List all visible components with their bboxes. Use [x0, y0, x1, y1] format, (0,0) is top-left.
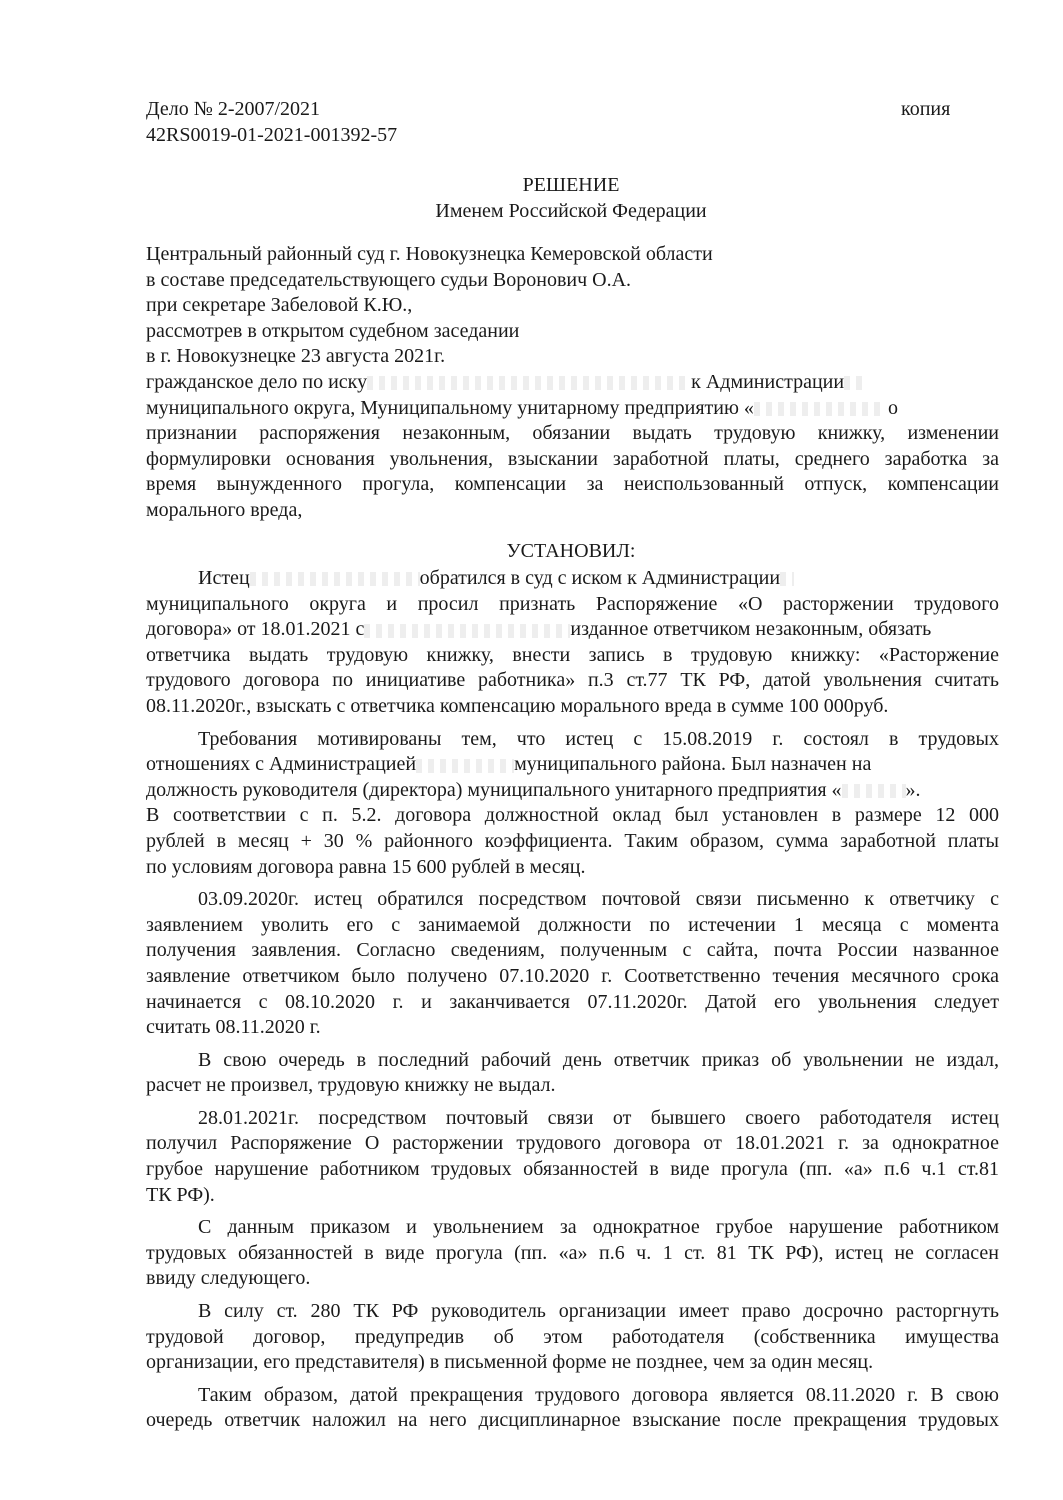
intro-block — [146, 242, 999, 524]
redacted-name — [842, 784, 906, 798]
paragraph-line: 28.01.2021г. посредством почтовый связи от бывшего своего работодателя истец — [198, 1106, 999, 1129]
intro-line-plaintiff — [146, 370, 999, 396]
case-id: 42RS0019-01-2021-001392-57 — [146, 124, 398, 146]
paragraph-line: Требования мотивированы тем, что истец с 15.08.2019 г. состоял в трудовых — [198, 727, 999, 750]
paragraph-line — [146, 752, 999, 778]
redacted-name — [754, 402, 880, 416]
paragraph-line: ответчика выдать трудовую книжку, внести запись в трудовую книжку: «Расторжение — [146, 643, 999, 666]
redacted-name — [364, 624, 570, 638]
paragraph-line: считать 08.11.2020 г. — [146, 1016, 321, 1039]
paragraph-line: 03.09.2020г. истец обратился посредством почтовой связи письменно к ответчику с — [198, 888, 999, 911]
intro-line: время вынужденного прогула, компенсации за неиспользованный отпуск, компенсации — [146, 473, 999, 496]
redacted-name — [250, 572, 420, 586]
paragraph-line: грубое нарушение работником трудовых обязанностей в виде прогула (пп. «а» п.6 ч.1 ст.81 — [146, 1158, 999, 1181]
paragraph-line: В свою очередь в последний рабочий день ответчик приказ об увольнении не издал, — [198, 1048, 999, 1071]
copy-mark: копия — [901, 98, 951, 120]
case-number-block — [146, 96, 397, 148]
paragraph-line: В соответствии с п. 5.2. договора должностной оклад был установлен в размере 12 000 — [146, 804, 999, 827]
redacted-name — [416, 759, 514, 773]
paragraph-line: очередь ответчик наложил на него дисциплинарное взыскание после прекращения трудовых — [146, 1409, 999, 1432]
document-title: РЕШЕНИЕ — [522, 174, 620, 196]
intro-line: в г. Новокузнецке 23 августа 2021г. — [146, 345, 446, 368]
paragraph-line: В силу ст. 280 ТК РФ руководитель организации имеет право досрочно расторгнуть — [198, 1300, 999, 1323]
paragraph-line: начинается с 08.10.2020 г. и заканчивается 07.11.2020г. Датой его увольнения следует — [146, 990, 999, 1013]
paragraph-line: Таким образом, датой прекращения трудового договора является 08.11.2020 г. В свою — [198, 1383, 999, 1406]
paragraph-line: получил Распоряжение О расторжении трудового договора от 18.01.2021 г. за однократное — [146, 1132, 999, 1155]
paragraph-line: рублей в месяц + 30 % районного коэффициента. Таким образом, сумма заработной платы — [146, 829, 999, 852]
line-start: Истец — [198, 567, 250, 589]
intro-line-start: гражданское дело по иску — [146, 370, 368, 393]
paragraph-line: 08.11.2020г., взыскать с ответчика компенсацию морального вреда в сумме 100 000руб. — [146, 694, 889, 717]
paragraph-line: муниципального округа и просил признать Распоряжение «О расторжении трудового — [146, 592, 999, 615]
paragraph-line: заявление ответчиком было получено 07.10.2020 г. Соответственно течения месячного срока — [146, 964, 999, 987]
paragraph-line — [146, 778, 999, 804]
paragraph-line: С данным приказом и увольнением за однократное грубое нарушение работником — [198, 1216, 999, 1239]
paragraph-line: организации, его представителя) в письменной форме не позднее, чем за один месяц. — [146, 1351, 874, 1374]
paragraph-line — [146, 566, 999, 592]
intro-line-defendant — [146, 396, 999, 422]
intro-line: формулировки основания увольнения, взыскании заработной платы, среднего заработка за — [146, 447, 999, 470]
paragraph-line — [146, 617, 999, 643]
case-number: Дело № 2-2007/2021 — [146, 98, 321, 120]
established-block — [146, 566, 999, 1434]
line-start: должность руководителя (директора) муниципального унитарного предприятия « — [146, 778, 842, 801]
intro-line: морального вреда, — [146, 498, 303, 521]
paragraph-line: ТК РФ). — [146, 1183, 215, 1206]
paragraph-line: заявлением уволить его с занимаемой должности по истечении 1 месяца с момента — [146, 913, 999, 936]
paragraph-line: трудовых обязанностей в виде прогула (пп. «а» п.6 ч. 1 ст. 81 ТК РФ), истец не согласен — [146, 1241, 999, 1264]
intro-line-start: муниципального округа, Муниципальному унитарному предприятию « — [146, 396, 754, 419]
intro-line-end: о — [887, 396, 898, 419]
paragraph-line: по условиям договора равна 15 600 рублей в месяц. — [146, 855, 586, 878]
intro-line: признании распоряжения незаконным, обязании выдать трудовую книжку, изменении — [146, 422, 999, 445]
line-end: ». — [905, 778, 921, 801]
paragraph-line: ввиду следующего. — [146, 1267, 311, 1290]
paragraph-line: трудового договора по инициативе работника» п.3 ст.77 ТК РФ, датой увольнения считать — [146, 669, 999, 692]
paragraph-line: получения заявления. Согласно сведениям, полученным с сайта, почта России названное — [146, 939, 999, 962]
redacted-name — [844, 376, 862, 390]
redacted-name — [780, 572, 794, 586]
paragraph-line: расчет не произвел, трудовую книжку не выдал. — [146, 1074, 556, 1097]
intro-line-end: к Администрации — [691, 370, 845, 393]
paragraph-line: трудовой договор, предупредив об этом работодателя (собственника имущества — [146, 1325, 999, 1348]
line-end: обратился в суд с иском к Администрации — [419, 567, 781, 589]
line-start: отношениях с Администрацией — [146, 753, 417, 776]
line-end: изданное ответчиком незаконным, обязать — [570, 618, 932, 641]
line-end: муниципального района. Был назначен на — [514, 753, 872, 776]
redacted-name — [367, 376, 691, 390]
intro-line: рассмотрев в открытом судебном заседании — [146, 319, 520, 342]
line-start: договора» от 18.01.2021 с — [146, 618, 365, 641]
document-subtitle: Именем Российской Федерации — [435, 200, 707, 222]
intro-line: в составе председательствующего судьи Воронович О.А. — [146, 268, 632, 291]
intro-line: при секретаре Забеловой К.Ю., — [146, 294, 413, 317]
intro-line: Центральный районный суд г. Новокузнецка Кемеровской области — [146, 243, 713, 265]
section-heading: УСТАНОВИЛ: — [506, 540, 636, 562]
